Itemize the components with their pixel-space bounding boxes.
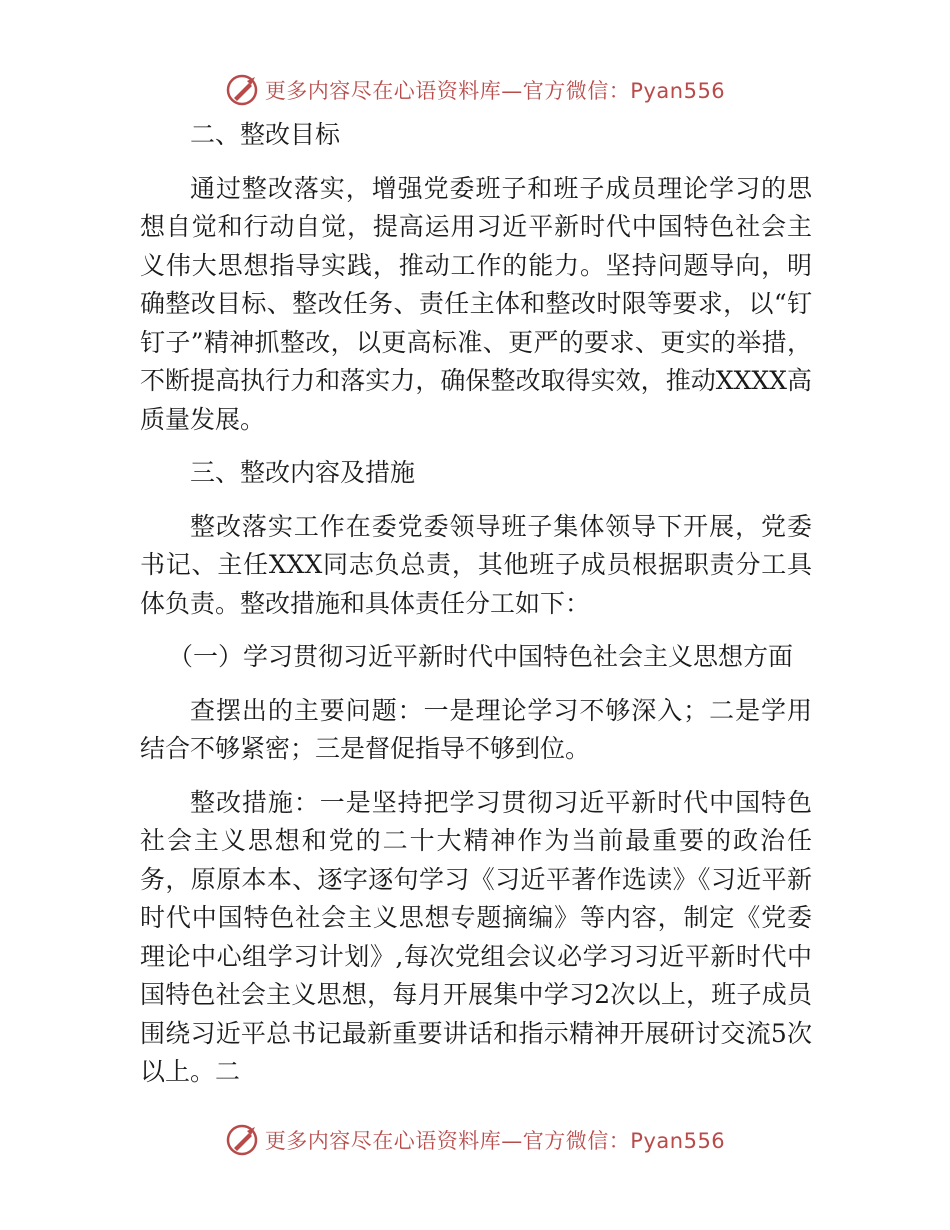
watermark-footer <box>0 1120 950 1160</box>
paragraph-goals: 通过整改落实，增强党委班子和班子成员理论学习的思想自觉和行动自觉，提高运用习近平新时代中国特色社会主义伟大思想指导实践，推动工作的能力。坚持问题导向，明确整改目标、整改任务、责任主体和整改时限等要求，以“钉钉子”精神抓整改，以更高标准、更严的要求、更实的举措，不断提高执行力和落实力，确保整改取得实效，推动XXXX高质量发展。 <box>140 173 812 434</box>
watermark-text: 更多内容尽在心语资料库—官方微信：Pyan556 <box>264 1129 726 1153</box>
paragraph-rectification-measures: 整改措施：一是坚持把学习贯彻习近平新时代中国特色社会主义思想和党的二十大精神作为当前最重要的政治任务，原原本本、逐字逐句学习《习近平著作选读》《习近平新时代中国特色社会主义思想专题摘编》等内容，制定《党委理论中心组学习计划》,每次党组会议必学习习近平新时代中国特色社会主义思想，每月开展集中学习2次以上，班子成员围绕习近平总书记最新重要讲话和指示精神开展研讨交流5次以上。二 <box>140 787 812 1086</box>
watermark-text: 更多内容尽在心语资料库—官方微信：Pyan556 <box>264 79 726 103</box>
section-heading-measures: 三、整改内容及措施 <box>190 458 416 487</box>
paragraph-measures-intro: 整改落实工作在委党委领导班子集体领导下开展，党委书记、主任XXX同志负总责，其他班子成员根据职责分工具体负责。整改措施和具体责任分工如下： <box>140 511 812 618</box>
quill-circle-icon <box>225 73 259 107</box>
quill-circle-icon <box>225 1123 259 1157</box>
watermark-header <box>0 70 950 110</box>
section-heading-goals: 二、整改目标 <box>190 120 341 149</box>
subsection-heading: （一）学习贯彻习近平新时代中国特色社会主义思想方面 <box>168 642 794 671</box>
document-body <box>140 116 812 1107</box>
paragraph-problems: 查摆出的主要问题：一是理论学习不够深入；二是学用结合不够紧密；三是督促指导不够到位。 <box>140 695 812 763</box>
